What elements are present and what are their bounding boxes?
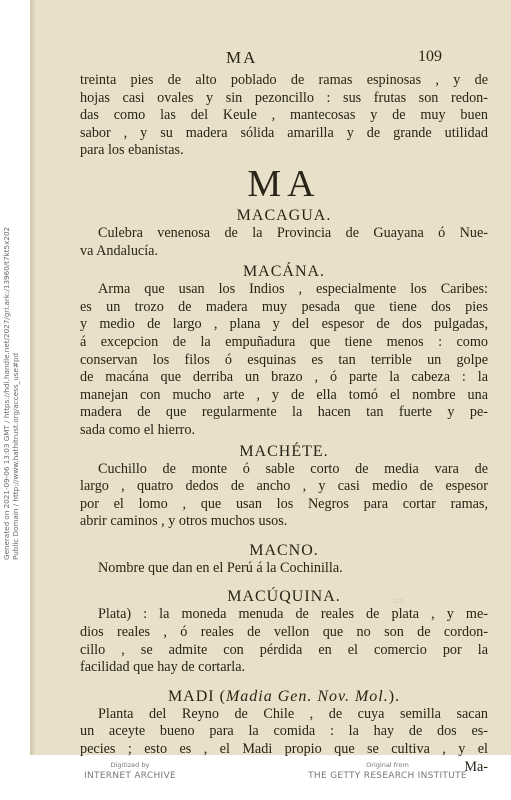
text-line: cillo , se admite con pérdida en el comercio por la	[80, 641, 488, 658]
continuation-paragraph	[80, 72, 488, 160]
text-line: abrir caminos , y otros muchos usos.	[80, 513, 288, 530]
footer-digitized-source[interactable]: INTERNET ARCHIVE	[84, 771, 176, 781]
footer-digitized	[70, 761, 190, 782]
entry-heading: MACÁNA.	[242, 263, 326, 281]
text-line: largo , quatro dedos de ancho , y casi medio de espesor	[80, 478, 488, 495]
catchword: Ma-	[464, 758, 488, 775]
text-line: por el lomo , que usan los Negros para cortar ramas,	[80, 495, 488, 512]
footer-original-label: Original from	[366, 761, 409, 769]
footer-original-source[interactable]: THE GETTY RESEARCH INSTITUTE	[308, 771, 467, 781]
text-line: Culebra venenosa de la Provincia de Guayana ó Nue-	[98, 224, 488, 241]
entry-heading: MACÚQUINA.	[227, 588, 341, 606]
footer	[0, 758, 511, 800]
entry-machete	[80, 442, 488, 531]
entry-macno	[80, 541, 488, 578]
page-gutter-shadow	[30, 0, 36, 755]
text-line: va Andalucía.	[80, 242, 159, 259]
text-line: un aceyte bueno para la comida : la hay de dos es-	[80, 723, 488, 740]
text-line: hojas casi ovales y sin pezoncillo : sus frutas son redon-	[80, 89, 488, 106]
text-line: madera de que regularmente la hacen tan fuerte y pe-	[80, 404, 488, 421]
footer-original	[300, 761, 475, 782]
text-line: sabor , y su madera sólida amarilla y de grande utilidad	[80, 124, 488, 141]
text-line: para los ebanistas.	[80, 142, 184, 159]
footer-digitized-label: Digitized by	[110, 761, 150, 769]
side-note-line: Public Domain / http://www.hathitrust.org/access_use#pd	[11, 352, 20, 560]
running-head	[30, 48, 511, 68]
section-heading: MA	[247, 162, 321, 205]
entry-heading-italic: Madia Gen. Nov. Mol.	[225, 687, 389, 705]
entry-heading-text: MADI (	[167, 687, 226, 705]
entry-heading: MACHÉTE.	[239, 442, 329, 460]
text-line: es un trozo de madera muy pesada que tiene dos pies	[80, 298, 488, 315]
text-line: conservan los filos ó esquinas es tan terrible un golpe	[80, 351, 488, 368]
text-line: pecies ; esto es , el Madi propio que se cultiva , y el	[80, 741, 488, 758]
text-line: de macána que derriba un brazo , ó parte la cabeza : la	[80, 369, 488, 386]
text-line: á excepcion de la empuñadura que tiene menos : como	[80, 333, 488, 350]
text-line: dios reales , ó reales de vellon que no son de cordon-	[80, 624, 488, 641]
entry-macana	[80, 262, 488, 439]
text-line: Nombre que dan en el Perú á la Cochinilla.	[98, 559, 343, 576]
hathitrust-side-note	[2, 227, 20, 560]
entry-heading-tail: ).	[388, 687, 401, 705]
text-line: Plata) : la moneda menuda de reales de plata , y me-	[98, 606, 488, 623]
text-line: y medio de largo , plana y del espesor de dos pulgadas,	[80, 316, 488, 333]
page-body	[80, 72, 488, 776]
faint-stamp: ▭	[392, 594, 404, 607]
text-line: facilidad que hay de cortarla.	[80, 659, 246, 676]
text-line: treinta pies de alto poblado de ramas espinosas , y de	[80, 72, 488, 88]
entry-macagua	[80, 206, 488, 260]
running-head-title: MA	[226, 48, 258, 67]
entry-heading: MACNO.	[249, 541, 319, 559]
text-line: Planta del Reyno de Chile , de cuya semilla sacan	[98, 705, 488, 722]
entry-heading: MACAGUA.	[236, 206, 332, 224]
text-line: das como las del Keule , mantecosas y de muy buen	[80, 107, 488, 124]
page-number: 109	[418, 48, 442, 65]
side-note-line: Generated on 2021-09-06 13:03 GMT / https://hdl.handle.net/2027/gri.ark:/13960/t7kt5x202	[2, 226, 11, 560]
text-line: sada como el hierro.	[80, 421, 196, 438]
text-line: manejan con mucho arte , y de ella tomó el nombre una	[80, 386, 488, 403]
text-line: Cuchillo de monte ó sable corto de media vara de	[98, 460, 488, 477]
entry-heading	[80, 687, 488, 706]
text-line: Arma que usan los Indios , especialmente los Caribes:	[98, 281, 488, 298]
